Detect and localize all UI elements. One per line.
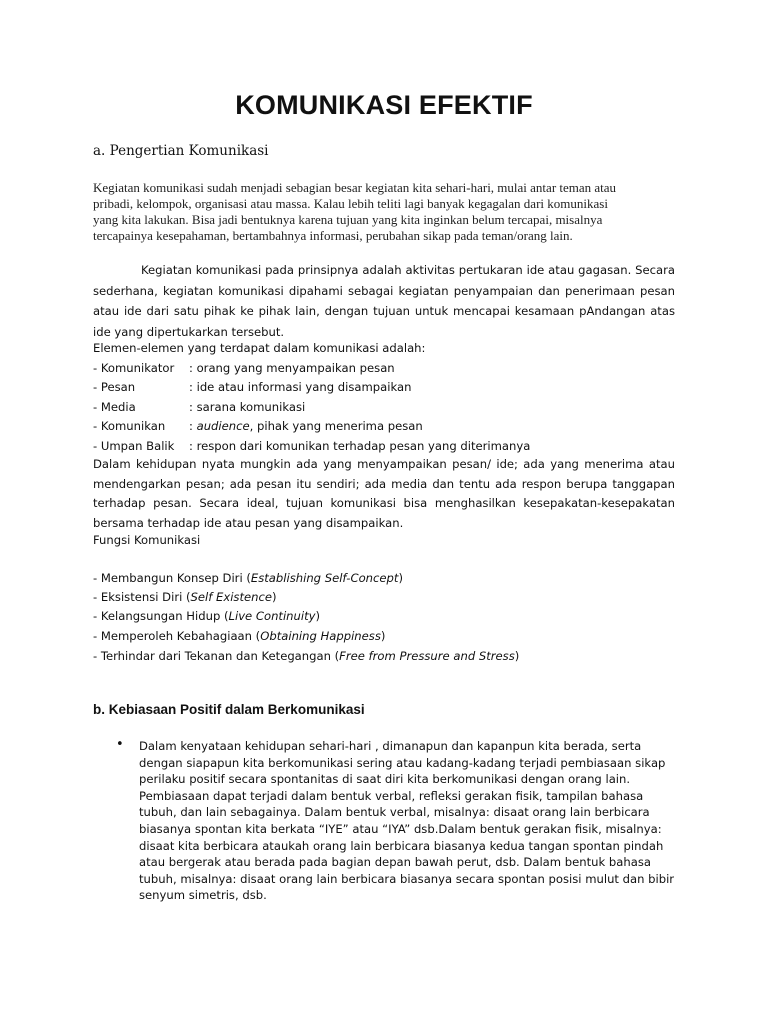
element-key: - Pesan	[93, 380, 136, 394]
element-key: - Umpan Balik	[93, 439, 175, 453]
element-item	[93, 437, 530, 455]
function-item	[93, 647, 519, 665]
intro-line: yang kita lakukan. Bisa jadi bentuknya karena tujuan yang kita inginkan belum tercapai, misalnya	[93, 212, 603, 227]
bullet-line: senyum simetris, dsb.	[139, 888, 267, 903]
element-value-emphasis: audience	[196, 419, 250, 433]
bullet-line: Pembiasaan dapat terjadi dalam bentuk verbal, refleksi gerakan fisik, tampilan bahasa	[139, 788, 644, 803]
bullet-line: disaat kita berbicara ataukah orang lain berbicara biasanya kedua tangan spontan pindah	[139, 838, 664, 853]
element-value: : ide atau informasi yang disampaikan	[189, 380, 412, 394]
intro-paragraph	[93, 180, 683, 244]
intro-line: pribadi, kelompok, organisasi atau massa. Kalau lebih teliti lagi banyak kegagalan dari komunikasi	[93, 196, 608, 211]
element-value-rest: , pihak yang menerima pesan	[249, 419, 423, 433]
intro-line: tercapainya kesepahaman, bertambahnya informasi, perubahan sikap pada teman/orang lain.	[93, 228, 573, 243]
element-item	[93, 417, 423, 435]
element-item	[93, 398, 305, 416]
function-label: - Memperoleh Kebahagiaan (	[93, 629, 261, 643]
paragraph-2: Dalam kehidupan nyata mungkin ada yang menyampaikan pesan/ ide; ada yang menerima atau mendengarkan pesan; ada pesan itu sendiri; ada media dan tentu ada respon berupa tanggapan terhadap pesan. Secara ideal, tujuan komunikasi bisa menghasilkan kesepakatan-kesepakatan bersama terhadap ide atau pesan yang disampaikan.	[93, 457, 675, 530]
bullet-line: dengan siapapun kita berkomunikasi sering atau kadang-kadang terjadi pembiasaan sikap	[139, 755, 666, 770]
function-close: )	[380, 629, 386, 643]
function-item	[93, 588, 277, 606]
bullet-line: biasanya spontan kita berkata “IYE” atau “IYA” dsb.Dalam bentuk gerakan fisik, misalnya:	[139, 821, 662, 836]
paragraph-1: Kegiatan komunikasi pada prinsipnya adalah aktivitas pertukaran ide atau gagasan. Secara sederhana, kegiatan komunikasi dipahami sebagai kegiatan penyampaian dan penerimaan pesan atau ide dari satu pihak ke pihak lain, dengan tujuan untuk mencapai kesamaan pAndangan atas ide yang dipertukarkan tersebut.	[93, 263, 675, 339]
element-item	[93, 378, 411, 396]
section-b-heading: b. Kebiasaan Positif dalam Berkomunikasi	[93, 702, 365, 717]
function-item	[93, 569, 403, 587]
function-close: )	[514, 649, 520, 663]
intro-line: Kegiatan komunikasi sudah menjadi sebagian besar kegiatan kita sehari-hari, mulai antar teman atau	[93, 180, 617, 195]
function-label: - Kelangsungan Hidup (	[93, 609, 229, 623]
function-english: Self Existence	[190, 590, 272, 604]
function-english: Establishing Self-Concept	[250, 571, 399, 585]
bullet-line: perilaku positif secara spontanitas di saat diri kita berkomunikasi dengan orang lain.	[139, 772, 631, 787]
function-english: Live Continuity	[228, 609, 316, 623]
element-key: - Komunikan	[93, 419, 166, 433]
element-value: : orang yang menyampaikan pesan	[189, 361, 395, 375]
element-key: - Komunikator	[93, 361, 175, 375]
bullet-line: Dalam kenyataan kehidupan sehari-hari , dimanapun dan kapanpun kita berada, serta	[139, 739, 642, 753]
function-item	[93, 607, 320, 625]
function-label: - Eksistensi Diri (	[93, 590, 191, 604]
element-item	[93, 359, 395, 377]
element-key: - Media	[93, 400, 136, 414]
function-close: )	[398, 571, 403, 585]
bullet-line: atau bergerak atau berada pada bagian depan bawah perut, dsb. Dalam bentuk bahasa	[139, 855, 651, 870]
elements-intro: Elemen-elemen yang terdapat dalam komunikasi adalah:	[93, 341, 426, 355]
page-title: KOMUNIKASI EFEKTIF	[235, 90, 533, 120]
element-value: : respon dari komunikan terhadap pesan yang diterimanya	[189, 439, 531, 453]
bullet-line: tubuh, misalnya: disaat orang lain berbicara biasanya secara spontan posisi mulut dan bibir	[139, 871, 675, 886]
bullet-paragraph	[139, 738, 684, 904]
bullet-line: tubuh, dan lain sebagainya. Dalam bentuk verbal, misalnya: disaat orang lain berbicara	[139, 805, 650, 820]
element-value: :	[189, 419, 197, 433]
function-english: Obtaining Happiness	[260, 629, 381, 643]
function-item	[93, 627, 385, 645]
function-english: Free from Pressure and Stress	[339, 649, 515, 663]
bullet-icon: •	[116, 737, 124, 752]
functions-heading: Fungsi Komunikasi	[93, 533, 201, 547]
element-value: : sarana komunikasi	[189, 400, 306, 414]
function-close: )	[272, 590, 277, 604]
function-label: - Terhindar dari Tekanan dan Ketegangan (	[93, 649, 340, 663]
function-label: - Membangun Konsep Diri (	[93, 571, 251, 585]
function-close: )	[315, 609, 321, 623]
section-a-heading: a. Pengertian Komunikasi	[93, 143, 269, 159]
